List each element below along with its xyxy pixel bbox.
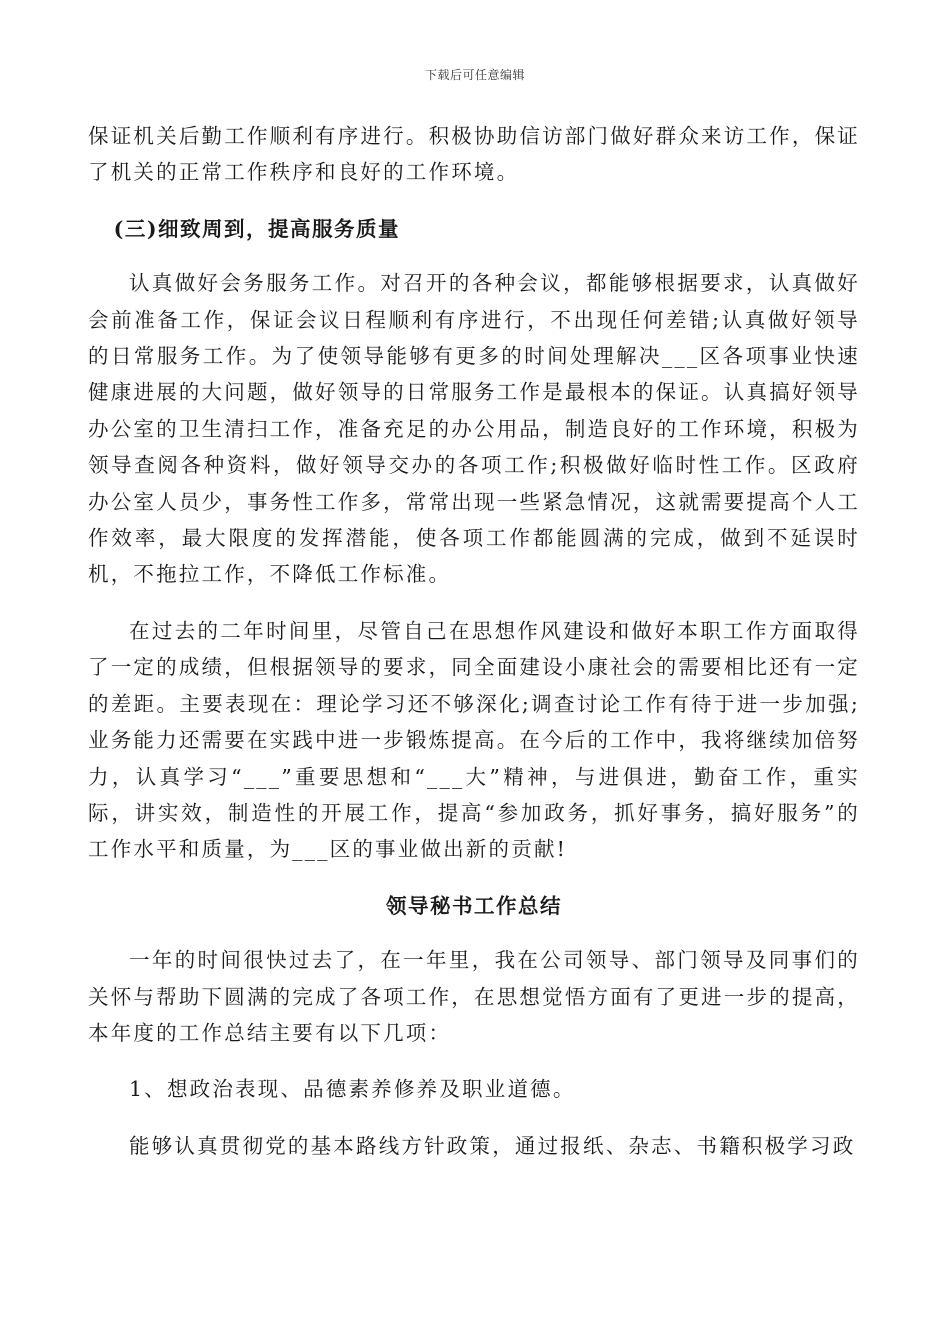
paragraph-politics: 能够认真贯彻党的基本路线方针政策，通过报纸、杂志、书籍积极学习政 bbox=[129, 1133, 856, 1158]
paragraph-intro: 一年的时间很快过去了，在一年里，我在公司领导、部门领导及同事们的关怀与帮助下圆满的完成了各项工作，在思想觉悟方面有了更进一步的提高，本年度的工作总结主要有以下几项： bbox=[88, 948, 860, 1045]
document-body bbox=[88, 118, 860, 1164]
paragraph-continued: 保证机关后勤工作顺利有序进行。积极协助信访部门做好群众来访工作，保证了机关的正常工作秩序和良好的工作环境。 bbox=[88, 124, 860, 185]
paragraph-service: 认真做好会务服务工作。对召开的各种会议，都能够根据要求，认真做好会前准备工作，保证会议日程顺利有序进行，不出现任何差错;认真做好领导的日常服务工作。为了使领导能够有更多的时间处理解决___区各项事业快速健康进展的大问题，做好领导的日常服务工作是最根本的保证。认真搞好领导办公室的卫生清扫工作，准备充足的办公用品，制造良好的工作环境，积极为领导查阅各种资料，做好领导交办的各项工作;积极做好临时性工作。区政府办公室人员少，事务性工作多，常常出现一些紧急情况，这就需要提高个人工作效率，最大限度的发挥潜能，使各项工作都能圆满的完成，做到不延误时机，不拖拉工作，不降低工作标准。 bbox=[88, 271, 860, 587]
list-item-1: 1、想政治表现、品德素养修养及职业道德。 bbox=[129, 1077, 576, 1102]
document-title: 领导秘书工作总结 bbox=[386, 893, 562, 918]
page-header-note: 下载后可任意编辑 bbox=[424, 68, 525, 82]
section-heading-3: (三)细致周到，提高服务质量 bbox=[113, 216, 401, 241]
paragraph-summary: 在过去的二年时间里，尽管自己在思想作风建设和做好本职工作方面取得了一定的成绩，但根据领导的要求，同全面建设小康社会的需要相比还有一定的差距。主要表现在：理论学习还不够深化;调查讨论工作有待于进一步加强;业务能力还需要在实践中进一步锻炼提高。在今后的工作中，我将继续加倍努力，认真学习“___”重要思想和“___大”精神，与进俱进，勤奋工作，重实际，讲实效，制造性的开展工作，提高“参加政务，抓好事务，搞好服务”的工作水平和质量，为___区的事业做出新的贡献! bbox=[88, 618, 860, 862]
